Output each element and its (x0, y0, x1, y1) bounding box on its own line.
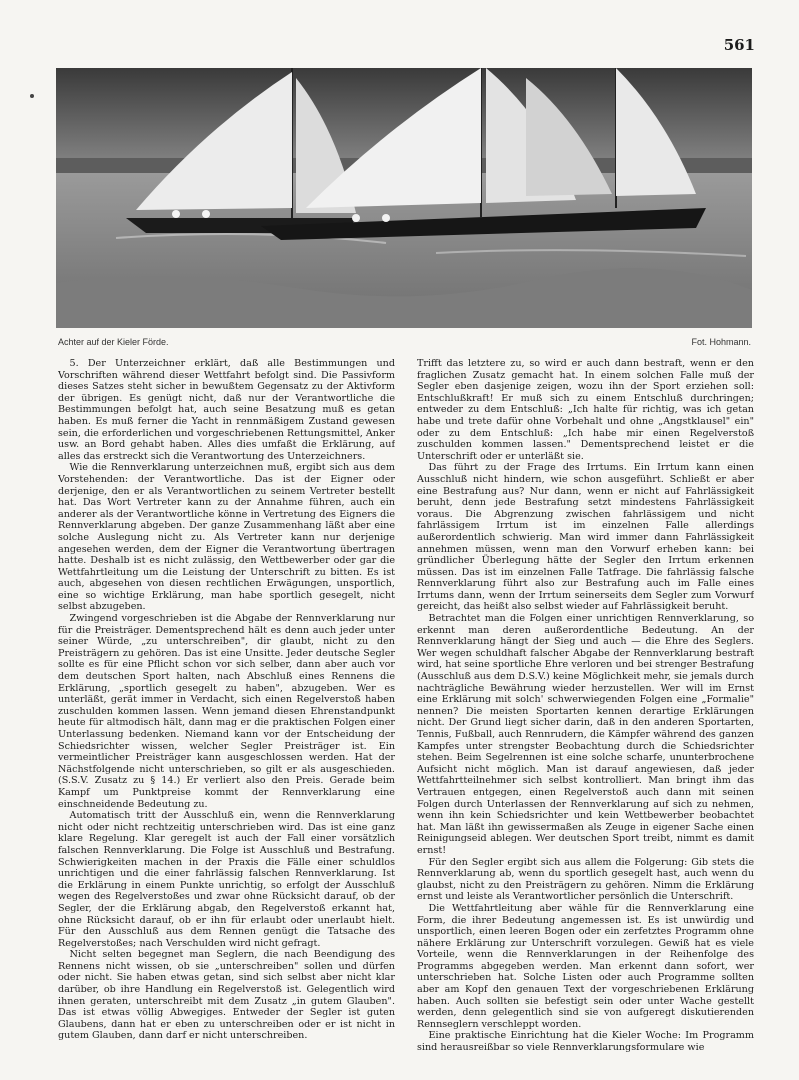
paragraph: Trifft das letztere zu, so wird er auch dann bestraft, wenn er den fraglichen Zusatz gemacht hat. In einem solchen Falle muß der Segler eben dasjenige zeigen, wozu ihn der Sport erziehen soll: Entschlußkraft! Er muß sich zu einem Entschluß durchringen; entweder zu dem Entschluß: „Ich halte für richtig, was ich getan habe und trete dafür ohne Vorbehalt und ohne „Angstklausel" ein" oder zu dem Entschluß: „Ich habe mir einen Regelverstoß zuschulden kommen lassen." Dementsprechend leistet er die Unterschrift oder er unterläßt sie. (417, 358, 754, 462)
paragraph: Für den Segler ergibt sich aus allem die Folgerung: Gib stets die Rennverklarung ab, wenn du sportlich gesegelt hast, auch wenn du glaubst, nicht zu den Preisträgern zu gehören. Nimm die Erklärung ernst und leiste als Verantwortlicher persönlich die Unterschrift. (417, 856, 754, 903)
article-body (58, 358, 754, 1070)
paragraph: Automatisch tritt der Ausschluß ein, wenn die Rennverklarung nicht oder nicht rechtzeitig unterschrieben wird. Das ist eine ganz klare Regelung. Klar geregelt ist auch der Fall einer vorsätzlich falschen Rennverklarung. Die Folge ist Ausschluß und Bestrafung. Schwierigkeiten machen in der Praxis die Fälle einer schuldlos unrichtigen und die einer fahrlässig falschen Rennverklarung. Ist die Erklärung in einem Punkte unrichtig, so erfolgt der Ausschluß wegen des Regelverstoßes und zwar ohne Rücksicht darauf, ob der Segler, der die Erklärung abgab, den Regelverstoß erkannt hat, ohne Rücksicht darauf, ob er ihn für erlaubt oder unerlaubt hielt. Für den Ausschluß aus dem Rennen genügt die Tatsache des Regelverstoßes; nach Verschulden wird nicht gefragt. (58, 810, 395, 949)
left-column (58, 358, 395, 1070)
right-column (417, 358, 754, 1070)
photo-caption: Achter auf der Kieler Förde. (58, 337, 169, 347)
paragraph: Nicht selten begegnet man Seglern, die nach Beendigung des Rennens nicht wissen, ob sie „unterschreiben" sollen und dürfen oder nicht. Sie haben etwas getan, sind sich selbst aber nicht klar darüber, ob ihre Handlung ein Regelverstoß ist. Gelegentlich wird ihnen geraten, unterschreibt mit dem Zusatz „in gutem Glauben". Das ist etwas völlig Abwegiges. Entweder der Segler ist guten Glaubens, dann hat er eben zu unterschreiben oder er ist nicht in gutem Glauben, dann darf er nicht unterschreiben. (58, 949, 395, 1042)
paragraph: Zwingend vorgeschrieben ist die Abgabe der Rennverklarung nur für die Preisträger. Dementsprechend hält es denn auch jeder unter seiner Würde, „zu unterschreiben", dir glaubt, nicht zu den Preisträgern zu gehören. Das ist eine Unsitte. Jeder deutsche Segler sollte es für eine Pflicht schon vor sich selber, dann aber auch vor dem deutschen Sport halten, nach Abschluß eines Rennens die Erklärung, „sportlich gesegelt zu haben", abzugeben. Wer es unterläßt, gerät immer in Verdacht, sich einen Regelverstoß haben zuschulden kommen lassen. Wenn jemand diesen Ehrenstandpunkt heute für altmodisch hält, dann mag er die praktischen Folgen einer Unterlassung bedenken. Niemand kann vor der Entscheidung der Schiedsrichter wissen, welcher Segler Preisträger ist. Ein vermeintlicher Preisträger kann ausgeschlossen werden. Hat der Nächstfolgende nicht unterschrieben, so gilt er als ausgeschieden. (S.S.V. Zusatz zu § 14.) Er verliert also den Preis. Gerade beim Kampf um Punktpreise kommt der Rennverklarung eine einschneidende Bedeutung zu. (58, 613, 395, 810)
paragraph: Betrachtet man die Folgen einer unrichtigen Rennverklarung, so erkennt man deren außerordentliche Bedeutung. An der Rennverklarung hängt der Sieg und auch — die Ehre des Seglers. Wer wegen schuldhaft falscher Abgabe der Rennverklarung bestraft wird, hat seine sportliche Ehre verloren und bei strenger Bestrafung (Ausschluß aus dem D.S.V.) keine Möglichkeit mehr, sie jemals durch nachträgliche Bewährung wieder herzustellen. Wer will im Ernst eine Erklärung mit solch' schwerwiegenden Folgen eine „Formalie" nennen? Die meisten Sportarten kennen derartige Erklärungen nicht. Der Grund liegt sicher darin, daß in den anderen Sportarten, Tennis, Fußball, auch Rennrudern, die Kämpfer während des ganzen Kampfes unter strengster Beobachtung durch die Schiedsrichter stehen. Beim Segelrennen ist eine solche scharfe, ununterbrochene Aufsicht nicht möglich. Man ist darauf angewiesen, daß jeder Wettfahrtteilnehmer sich selbst kontrolliert. Man bringt ihm das Vertrauen entgegen, einen Regelverstoß auch dann mit seinen Folgen durch Unterlassen der Rennverklarung auf sich zu nehmen, wenn ihn kein Schiedsrichter und kein Wettbewerber beobachtet hat. Man läßt ihn gewissermaßen als Zeuge in eigener Sache einen Reinigungseid ablegen. Wer deutschen Sport treibt, nimmt es damit ernst! (417, 613, 754, 856)
sailing-yachts-icon (56, 68, 752, 328)
paragraph: Eine praktische Einrichtung hat die Kieler Woche: Im Programm sind herausreißbar so viele Rennverklarungsformulare wie (417, 1030, 754, 1054)
paragraph: Das führt zu der Frage des Irrtums. Ein Irrtum kann einen Ausschluß nicht hindern, wie schon ausgeführt. Schließt er aber eine Bestrafung aus? Nur dann, wenn er nicht auf Fahrlässigkeit beruht, denn jede Bestrafung setzt mindestens Fahrlässigkeit voraus. Die Abgrenzung zwischen fahrlässigem und nicht fahrlässigem Irrtum ist im einzelnen Falle allerdings außerordentlich schwierig. Man wird immer dann Fahrlässigkeit annehmen müssen, wenn man den Vorwurf erheben kann: bei gründlicher Überlegung hätte der Segler den Irrtum erkennen müssen. Das ist im einzelnen Falle Tatfrage. Die fahrlässig falsche Rennverklarung führt also zur Bestrafung auch im Falle eines Irrtums dann, wenn der Irrtum seinerseits dem Segler zum Vorwurf gereicht, das heißt also selbst wieder auf Fahrlässigkeit beruht. (417, 462, 754, 613)
paragraph: Die Wettfahrtleitung aber wähle für die Rennverklarung eine Form, die ihrer Bedeutung angemessen ist. Es ist unwürdig und unsportlich, einen leeren Bogen oder ein zerfetztes Programm ohne nähere Erklärung zur Unterschrift vorzulegen. Gewiß hat es viele Vorteile, wenn die Rennverklarungen in der Reihenfolge des Programms abgegeben werden. Man erkennt dann sofort, wer unterschrieben hat. Solche Listen oder auch Programme sollten aber am Kopf den genauen Text der vorgeschriebenen Erklärung haben. Auch sollten sie befestigt sein oder unter Wache gestellt werden, denn gelegentlich sind sie von aufgeregt diskutierenden Rennseglern verschleppt worden. (417, 902, 754, 1030)
page-number: 561 (723, 36, 755, 54)
margin-dot (30, 94, 34, 98)
paragraph: Wie die Rennverklarung unterzeichnen muß, ergibt sich aus dem Vorstehenden: der Verantwortliche. Das ist der Eigner oder derjenige, den er als Verantwortlichen zu seinem Vertreter bestellt hat. Das Wort Vertreter kann zu der Annahme führen, auch ein anderer als der Verantwortliche könne in Vertretung des Eigners die Rennverklarung abgeben. Der ganze Zusammenhang läßt aber eine solche Auslegung nicht zu. Als Vertreter kann nur derjenige angesehen werden, dem der Eigner die Verantwortung übertragen hatte. Deshalb ist es nicht zulässig, den Wettbewerber oder gar die Wettfahrtleitung um die Leistung der Unterschrift zu bitten. Es ist auch, abgesehen von diesen rechtlichen Erwägungen, unsportlich, eine so wichtige Erklärung, man habe sportlich gesegelt, nicht selbst abzugeben. (58, 462, 395, 613)
sailing-yachts-photo (56, 68, 752, 328)
paragraph: 5. Der Unterzeichner erklärt, daß alle Bestimmungen und Vorschriften während dieser Wettfahrt befolgt sind. Die Passivform dieses Satzes steht sicher in bewußtem Gegensatz zu der Aktivform der übrigen. Es genügt nicht, daß nur der Verantwortliche die Bestimmungen befolgt hat, auch seine Besatzung muß es getan haben. Es muß ferner die Yacht in rennmäßigem Zustand gewesen sein, die erforderlichen und vorgeschriebenen Rettungsmittel, Anker usw. an Bord gehabt haben. Alles dies umfaßt die Erklärung, auf alles das erstreckt sich die Verantwortung des Unterzeichners. (58, 358, 395, 462)
photo-credit: Fot. Hohmann. (691, 337, 751, 347)
